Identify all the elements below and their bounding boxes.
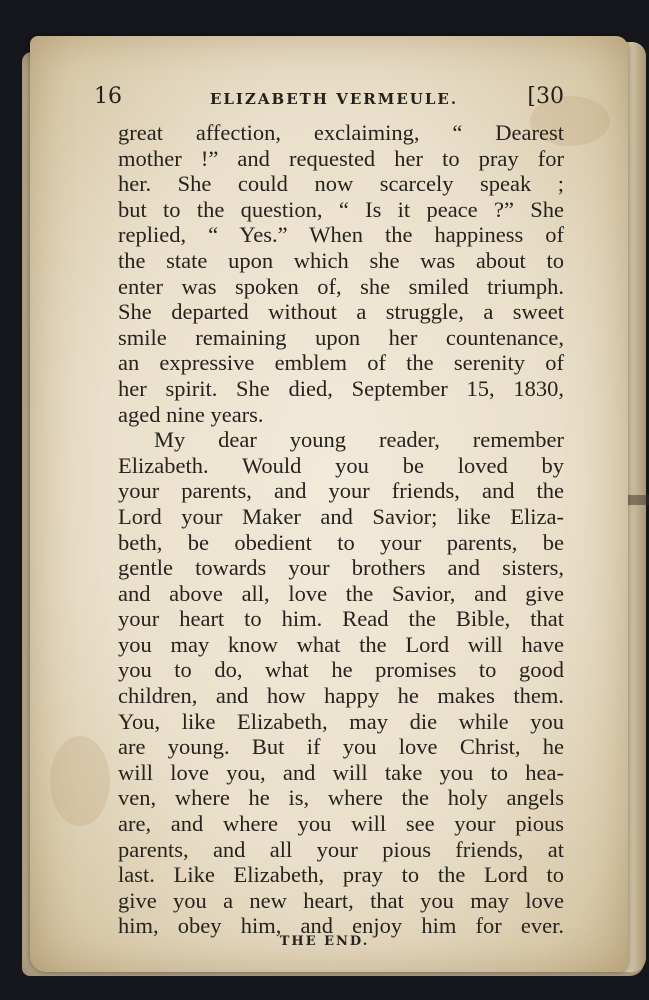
the-end-footer: THE END. [279, 934, 370, 949]
text-line: mother !” and requested her to pray for [118, 145, 564, 171]
text-line: aged nine years. [118, 401, 264, 427]
text-line: enter was spoken of, she smiled triumph. [118, 273, 564, 299]
text-line: your parents, and your friends, and the [118, 478, 564, 504]
text-line: an expressive emblem of the serenity of [118, 350, 564, 376]
text-line: last. Like Elizabeth, pray to the Lord to [118, 862, 564, 888]
text-line: gentle towards your brothers and sisters, [118, 555, 564, 581]
text-line: her. She could now scarcely speak ; [118, 171, 564, 197]
text-line: will love you, and will take you to hea- [118, 759, 564, 785]
text-line: but to the question, “ Is it peace ?” She [118, 196, 564, 222]
text-line: parents, and all your pious friends, at [118, 836, 564, 862]
text-line: You, like Elizabeth, may die while you [118, 708, 564, 734]
text-line: replied, “ Yes.” When the happiness of [118, 222, 564, 248]
text-line: children, and how happy he makes them. [118, 683, 564, 709]
running-title: ELIZABETH VERMEULE. [209, 90, 459, 108]
text-line: are, and where you will see your pious [118, 811, 564, 837]
text-line: you may know what the Lord will have [118, 631, 564, 657]
text-line: smile remaining upon her countenance, [118, 324, 564, 350]
text-line: give you a new heart, that you may love [118, 887, 564, 913]
text-line: him, obey him, and enjoy him for ever. [118, 913, 564, 939]
text-line: beth, be obedient to your parents, be [118, 529, 564, 555]
text-line: the state upon which she was about to [118, 247, 564, 273]
running-header [94, 84, 564, 114]
text-line: great affection, exclaiming, “ Dearest [118, 120, 564, 145]
text-line: are young. But if you love Christ, he [118, 734, 564, 760]
page-number: 16 [94, 84, 122, 109]
text-line: Lord your Maker and Savior; like Eliza- [118, 503, 564, 529]
text-line: Elizabeth. Would you be loved by [118, 452, 564, 478]
page-body-text [118, 120, 564, 939]
text-line: her spirit. She died, September 15, 1830, [118, 375, 564, 401]
text-line: ven, where he is, where the holy angels [118, 785, 564, 811]
text-line: and above all, love the Savior, and give [118, 580, 564, 606]
text-line: your heart to him. Read the Bible, that [118, 606, 564, 632]
section-mark: [30 [527, 84, 564, 109]
text-line: you to do, what he promises to good [118, 657, 564, 683]
paper-stain [50, 736, 110, 826]
text-line: She departed without a struggle, a sweet [118, 299, 564, 325]
text-line: My dear young reader, remember [154, 427, 564, 453]
